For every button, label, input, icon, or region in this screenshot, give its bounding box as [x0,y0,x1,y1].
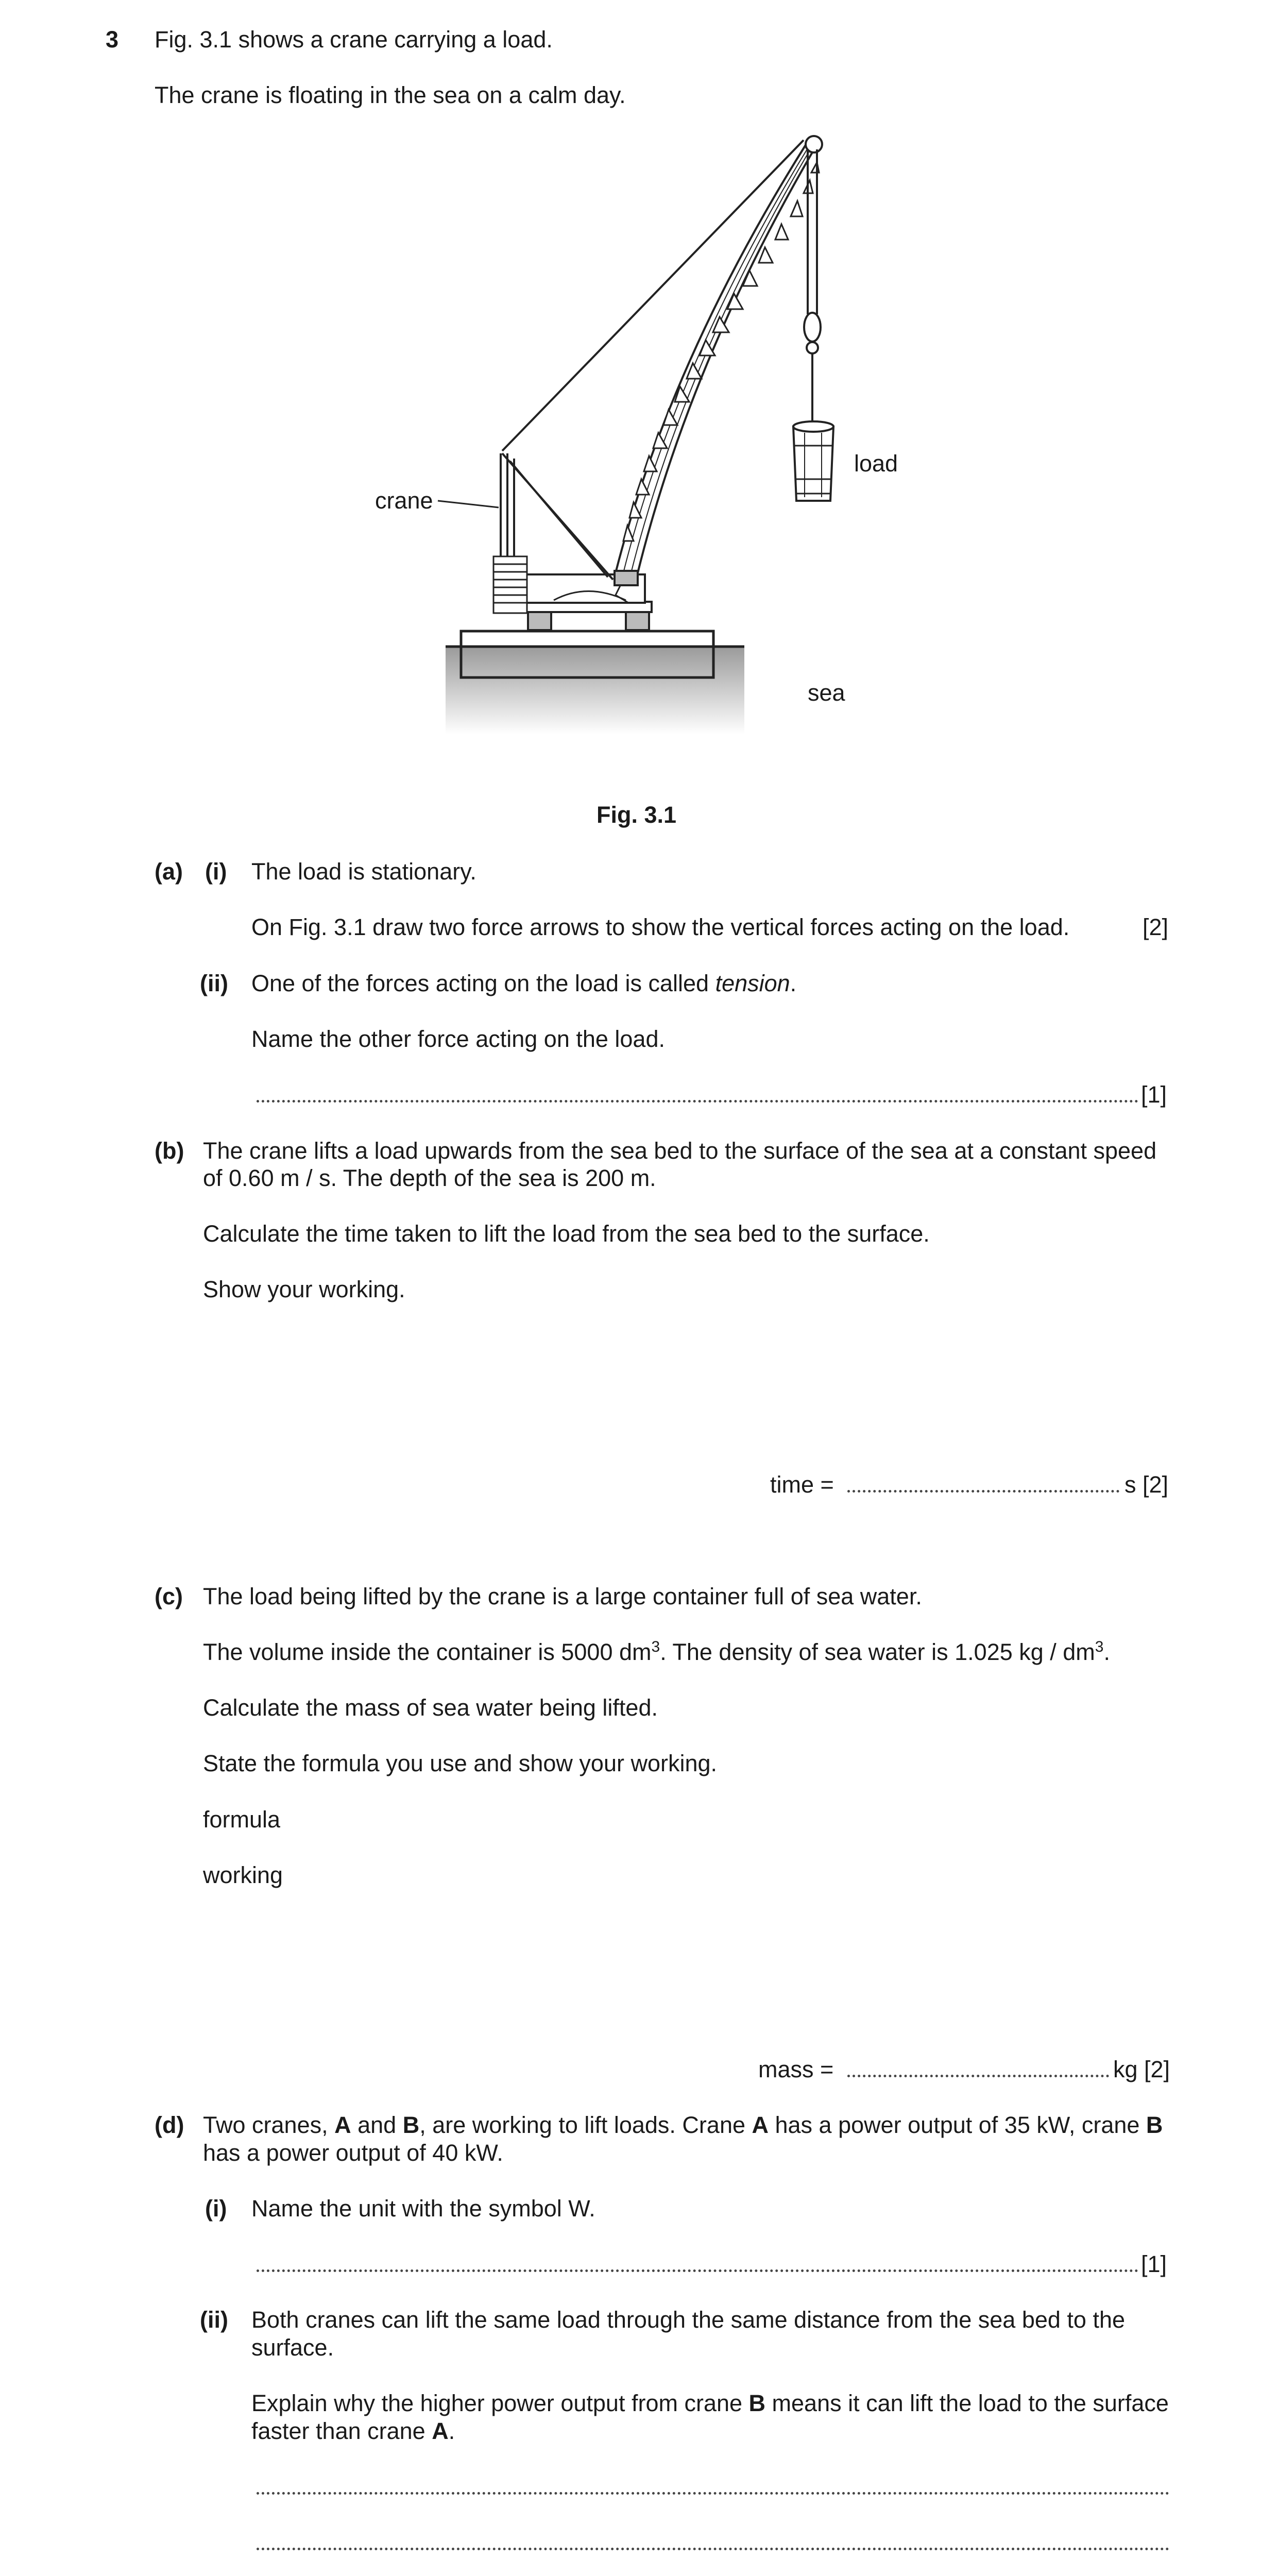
part-a-ii-label: (ii) [200,970,228,996]
answer-line-d-ii-1[interactable] [257,2492,1169,2495]
part-c-working: working [203,1862,283,1888]
part-a-i-task: On Fig. 3.1 draw two force arrows to show the vertical forces acting on the load. [251,914,1070,940]
answer-line-a-ii[interactable] [257,1100,1138,1103]
part-a-i-label: (i) [205,858,227,885]
label-sea: sea [808,680,845,706]
part-b-line-2: of 0.60 m / s. The depth of the sea is 200 m. [203,1165,656,1191]
part-d-line-1: Two cranes, A and B, are working to lift loads. Crane A has a power output of 35 kW, crane B [203,2112,1163,2138]
label-crane: crane [375,487,433,514]
part-d-line-2: has a power output of 40 kW. [203,2140,503,2166]
part-a-i-stem: The load is stationary. [251,858,476,885]
part-c-instr: State the formula you use and show your working. [203,1750,718,1776]
part-c-line-1: The load being lifted by the crane is a large container full of sea water. [203,1583,922,1609]
boom [616,142,816,573]
part-a-i-marks: [2] [1143,914,1169,940]
crane-leader-line [438,501,499,507]
part-c-volume: The volume inside the container is 5000 $dm^3$. The density of sea water is 1.025 kg / $dm^3$. [203,1638,1110,1665]
part-a-ii-marks: [1] [1141,1081,1167,1108]
part-d-i-task: Name the unit with the symbol W. [251,2195,595,2222]
load-bucket [793,421,833,501]
part-c-label: (c) [155,1583,183,1609]
part-d-ii-explain-2: faster than crane A. [251,2418,455,2444]
answer-line-c[interactable] [847,2075,1109,2077]
sea-region [446,647,744,734]
part-c-answer-prefix: mass = [758,2056,834,2082]
part-a-ii-stem: One of the forces acting on the load is called tension. [251,970,797,996]
part-b-answer-prefix: time = [770,1471,834,1498]
part-a-ii-task: Name the other force acting on the load. [251,1026,665,1052]
part-d-i-label: (i) [205,2195,227,2222]
crane-diagram [361,129,927,747]
part-b-line-1: The crane lifts a load upwards from the sea bed to the surface of the sea at a constant speed [203,1138,1157,1164]
part-a-label: (a) [155,858,183,885]
part-b-answer-unit: s [2] [1124,1471,1169,1498]
label-load: load [854,450,898,477]
answer-line-d-i[interactable] [257,2269,1138,2272]
part-b-task: Calculate the time taken to lift the load from the sea bed to the surface. [203,1221,930,1247]
part-d-label: (d) [155,2112,184,2138]
part-d-ii-line-1: Both cranes can lift the same load through the same distance from the sea bed to the [251,2307,1126,2333]
part-d-ii-line-2: surface. [251,2334,334,2361]
answer-line-b[interactable] [847,1490,1119,1493]
intro-line-2: The crane is floating in the sea on a calm day. [155,82,626,108]
part-c-formula: formula [203,1806,281,1833]
figure-caption: Fig. 3.1 [597,802,677,828]
answer-line-d-ii-2[interactable] [257,2548,1169,2550]
part-c-task: Calculate the mass of sea water being lifted. [203,1694,658,1721]
part-c-answer-unit: kg [2] [1113,2056,1170,2082]
part-b-working: Show your working. [203,1276,405,1302]
part-d-i-marks: [1] [1141,2251,1167,2277]
part-d-ii-label: (ii) [200,2307,228,2333]
intro-line-1: Fig. 3.1 shows a crane carrying a load. [155,26,553,53]
counterweight [493,556,527,613]
part-b-label: (b) [155,1138,184,1164]
part-d-ii-explain-1: Explain why the higher power output from crane B means it can lift the load to the surface [251,2390,1169,2416]
question-number: 3 [106,26,119,53]
